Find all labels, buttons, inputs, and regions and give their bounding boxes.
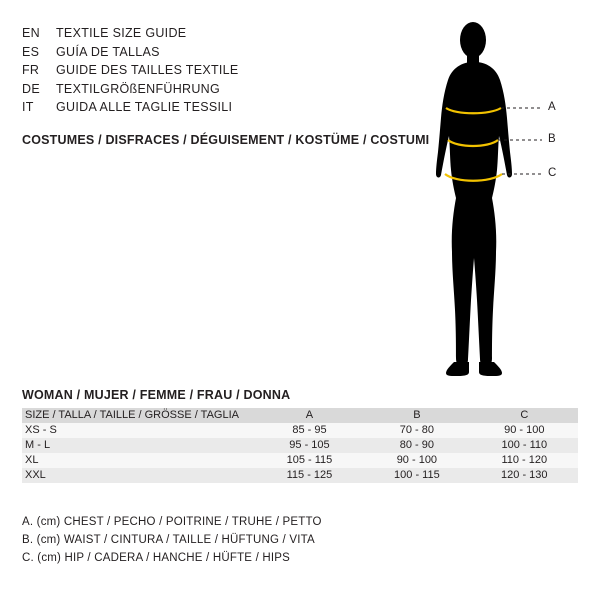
column-header-a: A <box>305 409 314 421</box>
table-title: WOMAN / MUJER / FEMME / FRAU / DONNA <box>22 388 291 402</box>
costumes-subtitle: COSTUMES / DISFRACES / DÉGUISEMENT / KOSTÜME / COSTUMI <box>22 133 430 147</box>
language-text-de: TEXTILGRÖßENFÜHRUNG <box>56 81 221 96</box>
size-table <box>22 408 578 483</box>
language-code-en: EN <box>22 26 40 40</box>
column-header-c: C <box>520 409 529 421</box>
female-silhouette-figure <box>400 18 585 378</box>
measurement-legend <box>22 513 322 567</box>
language-row-es <box>22 45 422 64</box>
cell-b: 90 - 100 <box>396 454 438 466</box>
column-header-b: B <box>413 409 421 421</box>
measure-label-c: C <box>548 167 557 179</box>
language-list <box>22 26 422 119</box>
table-row <box>22 453 578 468</box>
language-row-it <box>22 100 422 119</box>
language-text-es: GUÍA DE TALLAS <box>56 44 160 59</box>
cell-a: 85 - 95 <box>292 424 327 436</box>
cell-b: 70 - 80 <box>399 424 434 436</box>
measurement-letters <box>400 18 585 378</box>
language-row-fr <box>22 63 422 82</box>
cell-size: XS - S <box>25 424 57 436</box>
language-row-en <box>22 26 422 45</box>
cell-a: 95 - 105 <box>289 439 330 451</box>
cell-size: XXL <box>25 469 46 481</box>
cell-a: 105 - 115 <box>286 454 333 466</box>
table-row <box>22 423 578 438</box>
cell-c: 110 - 120 <box>501 454 548 466</box>
table-row <box>22 468 578 483</box>
cell-b: 80 - 90 <box>399 439 434 451</box>
language-code-it: IT <box>22 100 34 114</box>
language-code-fr: FR <box>22 63 40 77</box>
language-code-es: ES <box>22 44 40 59</box>
language-code-de: DE <box>22 81 40 96</box>
measure-label-b: B <box>548 133 556 145</box>
language-text-en: TEXTILE SIZE GUIDE <box>56 26 187 40</box>
cell-size: XL <box>25 454 39 466</box>
cell-c: 100 - 110 <box>501 439 548 451</box>
measure-label-a: A <box>548 101 556 113</box>
cell-b: 100 - 115 <box>394 469 440 481</box>
cell-c: 90 - 100 <box>504 424 545 436</box>
language-row-de <box>22 82 422 101</box>
table-row <box>22 438 578 453</box>
cell-size: M - L <box>25 439 51 451</box>
legend-line-b: B. (cm) WAIST / CINTURA / TAILLE / HÜFTUNG / VITA <box>22 534 315 546</box>
cell-c: 120 - 130 <box>501 469 548 481</box>
language-text-it: GUIDA ALLE TAGLIE TESSILI <box>56 100 233 114</box>
table-header-row <box>22 408 578 423</box>
column-header-size: SIZE / TALLA / TAILLE / GRÖSSE / TAGLIA <box>25 409 239 421</box>
size-table-area <box>22 388 578 483</box>
legend-line-c: C. (cm) HIP / CADERA / HANCHE / HÜFTE / HIPS <box>22 552 291 564</box>
language-text-fr: GUIDE DES TAILLES TEXTILE <box>56 63 239 77</box>
cell-a: 115 - 125 <box>286 469 333 481</box>
legend-line-a: A. (cm) CHEST / PECHO / POITRINE / TRUHE / PETTO <box>22 516 322 528</box>
